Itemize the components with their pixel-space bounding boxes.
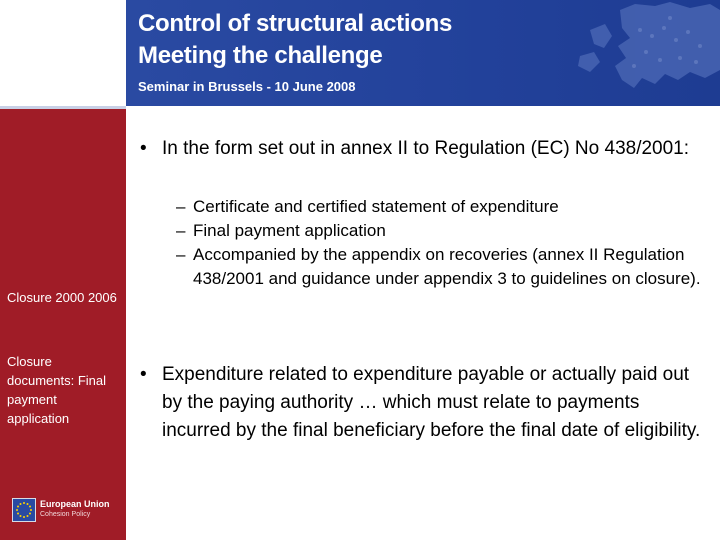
bullet-text: Expenditure related to expenditure payable or actually paid out by the paying authority … which must relate to payments incurred by the final beneficiary before the final date of eligibility. xyxy=(162,364,701,441)
eu-logo-subtitle: Cohesion Policy xyxy=(40,511,91,518)
sub-bullet-marker: – xyxy=(176,221,186,240)
sidebar-section-title: Closure 2000 2006 xyxy=(7,290,117,305)
sub-bullet-text: Certificate and certified statement of expenditure xyxy=(193,197,559,216)
sub-bullet-text: Final payment application xyxy=(193,221,386,240)
eu-logo xyxy=(12,498,116,522)
sub-bullet-marker: – xyxy=(176,245,186,264)
sidebar-top-rule xyxy=(0,106,126,109)
bullet-marker: • xyxy=(140,138,147,159)
sub-bullet-item xyxy=(176,219,706,243)
bullet-marker: • xyxy=(140,364,147,385)
header-left-block xyxy=(0,0,126,106)
eu-flag-icon xyxy=(12,498,36,522)
header-banner xyxy=(0,0,720,106)
bullet-item xyxy=(140,361,705,445)
sub-bullet-text: Accompanied by the appendix on recoveries (annex II Regulation 438/2001 and guidance under appendix 3 to guidelines on closure). xyxy=(193,245,701,288)
header-subtitle: Seminar in Brussels - 10 June 2008 xyxy=(138,79,356,94)
sub-bullet-item xyxy=(176,195,706,219)
sidebar xyxy=(0,106,126,540)
header-title-line2: Meeting the challenge xyxy=(138,42,383,69)
sub-bullet-item xyxy=(176,243,706,291)
eu-logo-name: European Union xyxy=(40,499,110,509)
header-title-line1: Control of structural actions xyxy=(138,10,452,37)
bullet-item xyxy=(140,136,705,162)
bullet-text: In the form set out in annex II to Regulation (EC) No 438/2001: xyxy=(162,138,690,159)
sidebar-section-docs: Closure documents: Final payment application xyxy=(7,354,106,426)
content-area xyxy=(126,106,720,540)
europe-map-graphic xyxy=(560,0,720,106)
sub-bullet-marker: – xyxy=(176,197,186,216)
